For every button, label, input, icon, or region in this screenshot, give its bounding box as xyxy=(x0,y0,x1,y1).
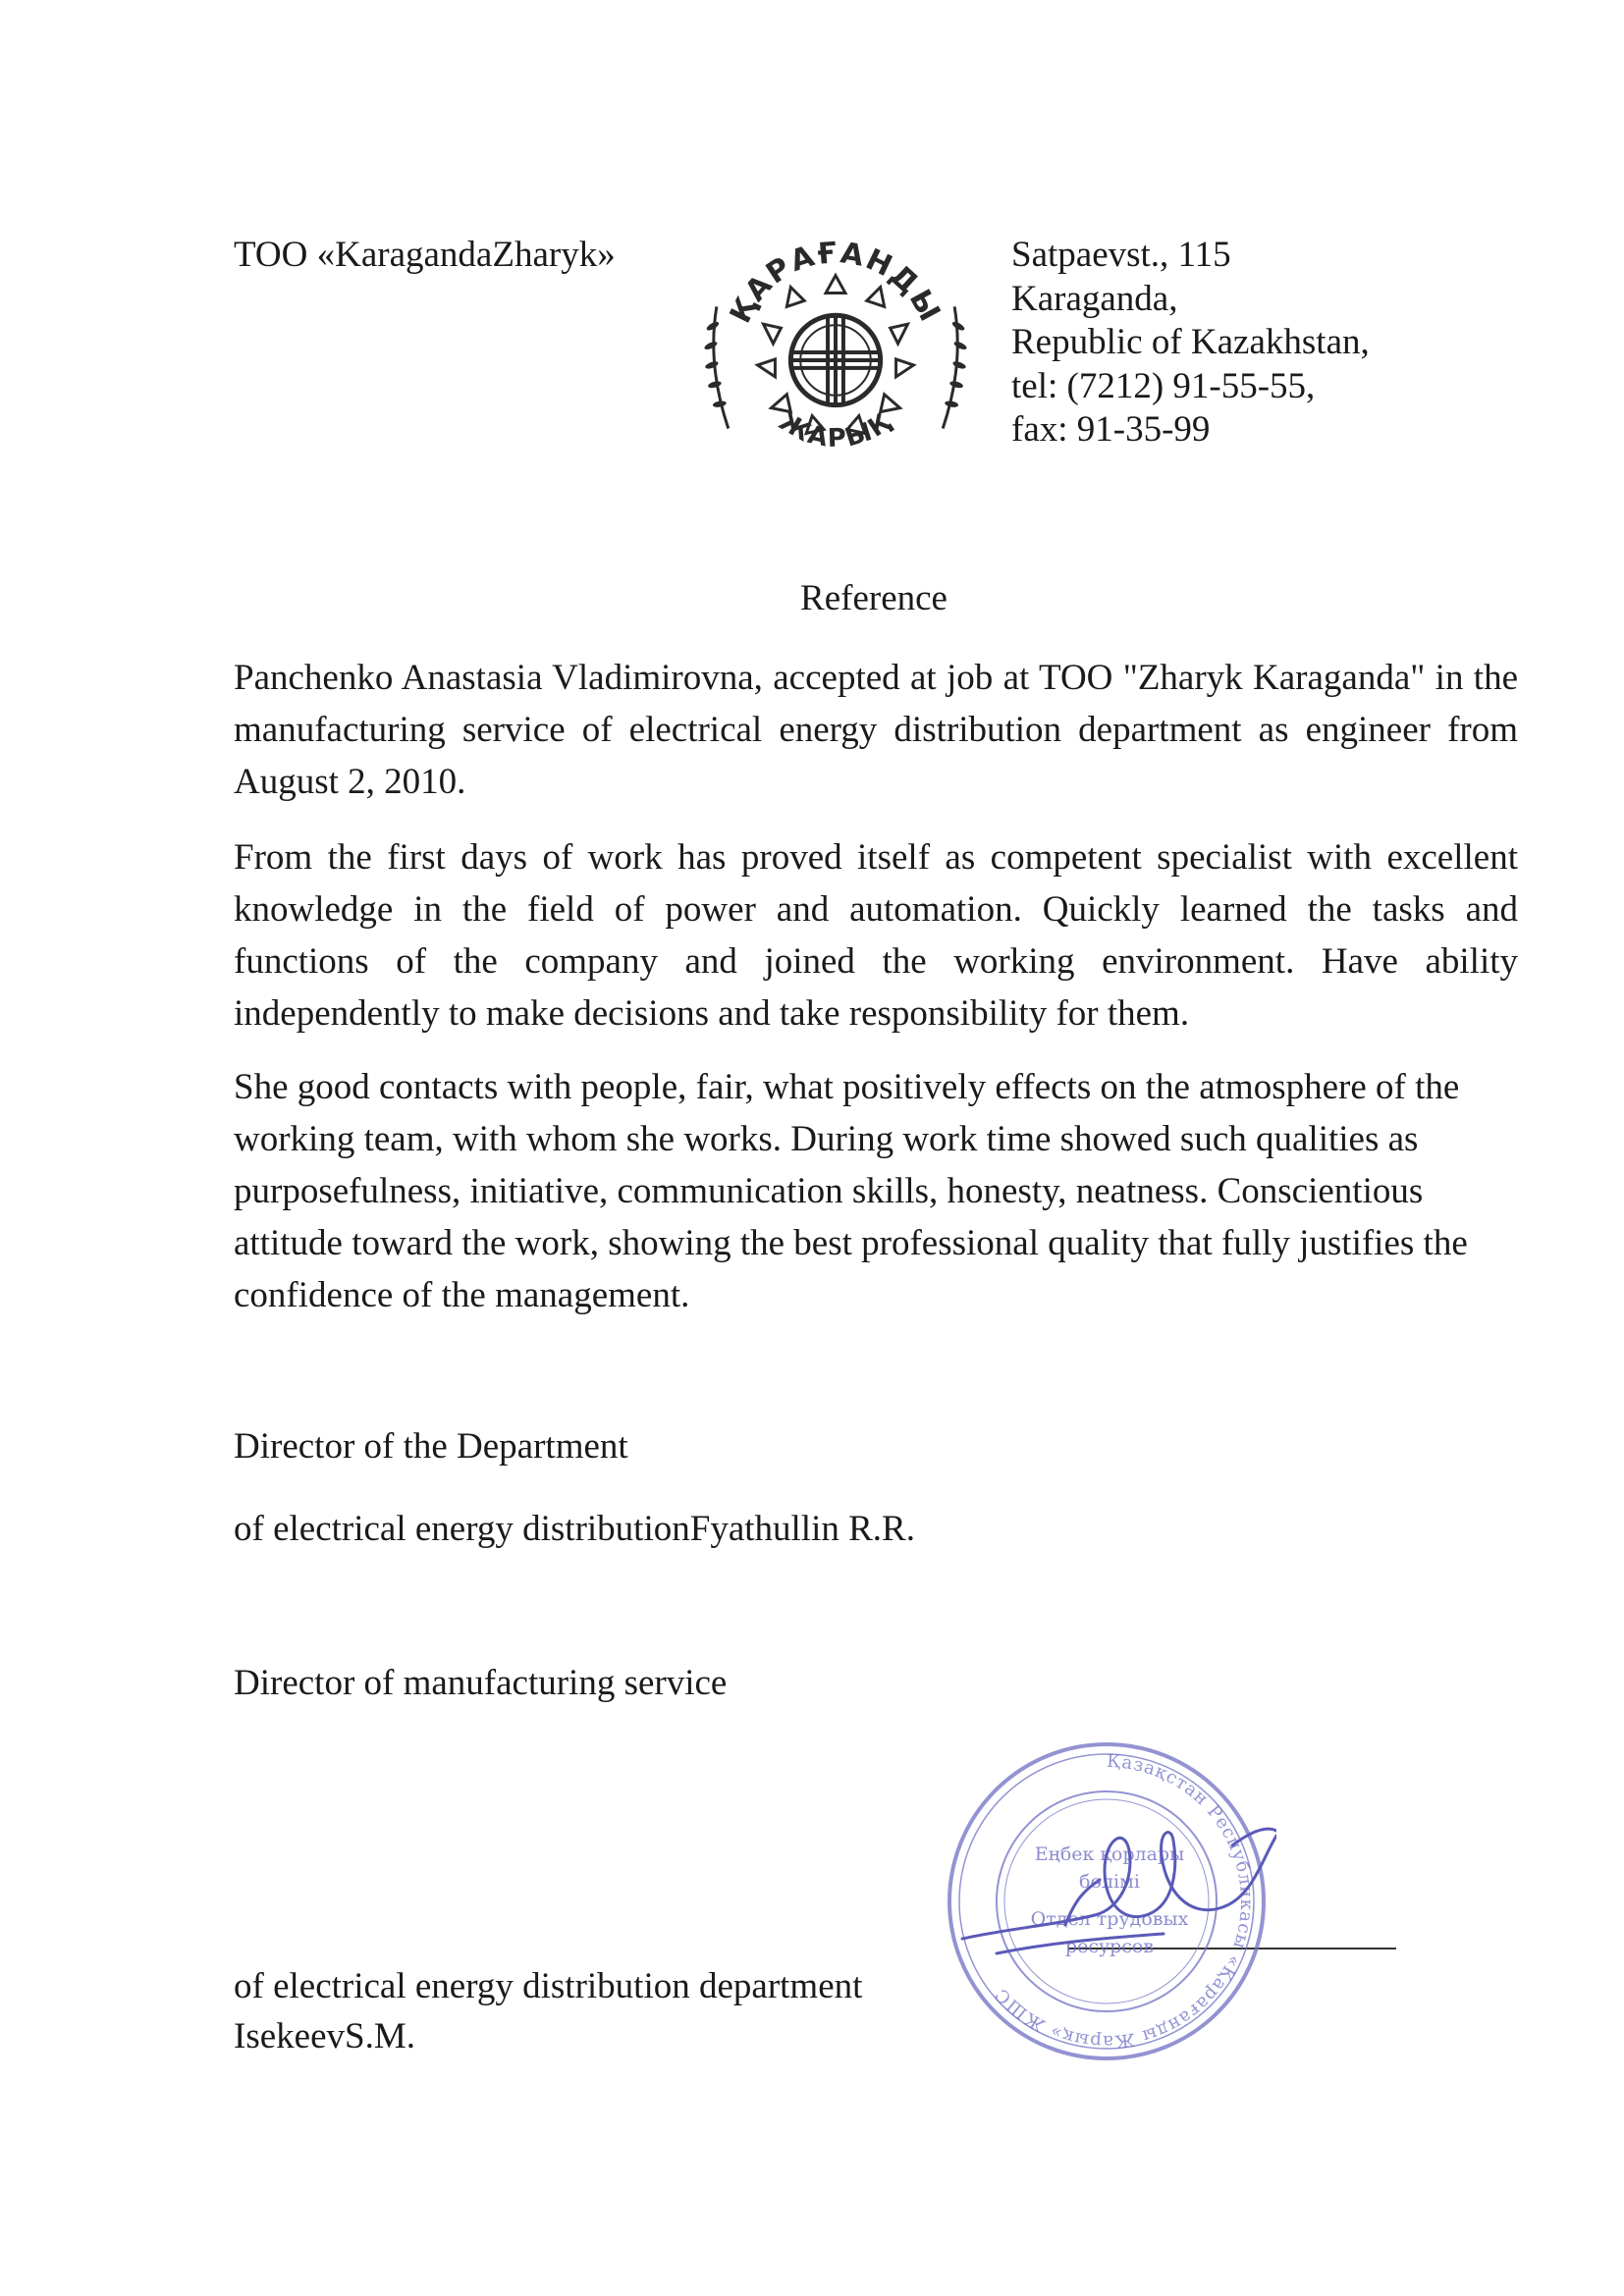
logo-text-top: ҚАРАҒАНДЫ xyxy=(723,236,948,329)
address-line: Satpaevst., 115 xyxy=(1011,235,1231,275)
company-address xyxy=(1011,234,1370,453)
address-line: fax: 91-35-99 xyxy=(1011,409,1211,450)
logo-text-bottom: ЖАРЫҚ xyxy=(774,406,897,454)
stamp-inner-line: бөлімі xyxy=(1079,1871,1140,1893)
stamp-outer-text: Қазақстан Республикасы «Қарағанды Жарық» ЖШС xyxy=(991,1750,1258,2053)
paragraph-character: She good contacts with people, fair, what positively effects on the atmosphere of the working team, with whom she works. During work time showed such qualities as purposefulness, initiative, communication skills, honesty, neatness. Conscientious attitude toward the work, showing the best professional quality that fully justifies the confidence of the management. xyxy=(234,1067,1468,1315)
signatory-title: of electrical energy distribution department xyxy=(234,1966,863,2006)
paragraph-employment: Panchenko Anastasia Vladimirovna, accepted at job at TOO "Zharyk Karaganda" in the manufacturing service of electrical energy distribution department as engineer from August 2, 2010. xyxy=(234,658,1518,802)
company-logo xyxy=(699,218,972,493)
signatory-title: Director of the Department xyxy=(234,1426,628,1467)
stamp-inner-line: ресурсов xyxy=(1064,1936,1155,1957)
address-line: Republic of Kazakhstan, xyxy=(1011,322,1370,362)
document-title: Reference xyxy=(800,578,947,618)
signatory-title-name: of electrical energy distributionFyathullin R.R. xyxy=(234,1509,915,1549)
signatory-name: IsekeevS.M. xyxy=(234,2016,415,2056)
signatory-title: Director of manufacturing service xyxy=(234,1663,728,1703)
svg-text:ЖАРЫҚ xyxy=(774,406,897,454)
paragraph-competence: From the first days of work has proved itself as competent specialist with excellent knowledge in the field of power and automation. Quickly learned the tasks and functions of the company and joined the working environment. Have ability independently to make decisions and take responsibility for them. xyxy=(234,837,1518,1034)
address-line: tel: (7212) 91-55-55, xyxy=(1011,365,1316,406)
stamp-inner-line: Еңбек қорлары xyxy=(1034,1843,1185,1865)
official-stamp xyxy=(938,1733,1276,2071)
address-line: Karaganda, xyxy=(1011,278,1178,319)
stamp-inner-line: Отдел трудовых xyxy=(1030,1908,1189,1930)
company-name: TOO «KaragandaZharyk» xyxy=(234,235,616,275)
